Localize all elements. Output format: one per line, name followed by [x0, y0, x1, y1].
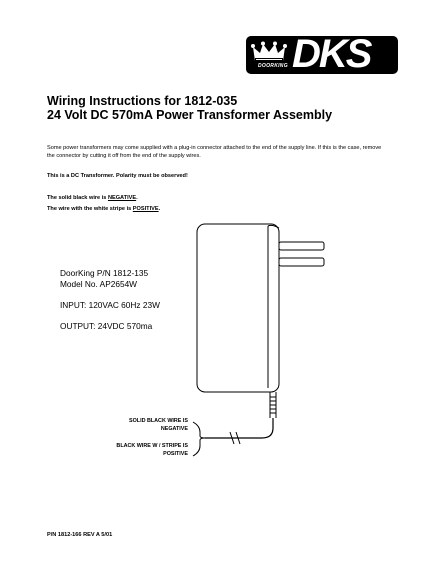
negative-wire-label: SOLID BLACK WIRE IS NEGATIVE: [129, 418, 188, 432]
model-number: Model No. AP2654W: [60, 279, 138, 289]
supply-cable: [205, 418, 273, 438]
page-subtitle: 24 Volt DC 570mA Power Transformer Assembly: [47, 108, 333, 122]
logo-subtext: DOORKING: [258, 63, 288, 69]
part-number: DoorKing P/N 1812-135: [60, 268, 149, 278]
dc-notice: This is a DC Transformer. Polarity must be observed!: [47, 173, 188, 179]
logo-text: DKS: [292, 32, 371, 76]
plug-prong-top: [279, 242, 324, 250]
positive-wire-label: BLACK WIRE W / STRIPE IS POSITIVE: [116, 443, 188, 457]
negative-word: NEGATIVE: [107, 195, 137, 201]
positive-wire-note: The wire with the white stripe is POSITIVE.: [47, 206, 161, 212]
positive-word: POSITIVE: [132, 206, 159, 212]
wire-bracket: [193, 422, 205, 456]
output-rating: OUTPUT: 24VDC 570ma: [60, 321, 153, 331]
negative-wire-note: The solid black wire is NEGATIVE.: [47, 195, 138, 201]
strain-relief: [270, 392, 276, 418]
transformer-body: [197, 224, 279, 392]
footer-part-number: P/N 1812-166 REV A 5/01: [47, 532, 113, 538]
intro-paragraph: Some power transformers may come supplied with a plug-in connector attached to the end of the supply line. If this is the case, remove the connector by cutting it off from the end of the supply wires.: [47, 145, 382, 159]
plug-prong-bottom: [279, 258, 324, 266]
input-rating: INPUT: 120VAC 60Hz 23W: [60, 300, 160, 310]
page-title: Wiring Instructions for 1812-035: [47, 94, 238, 108]
